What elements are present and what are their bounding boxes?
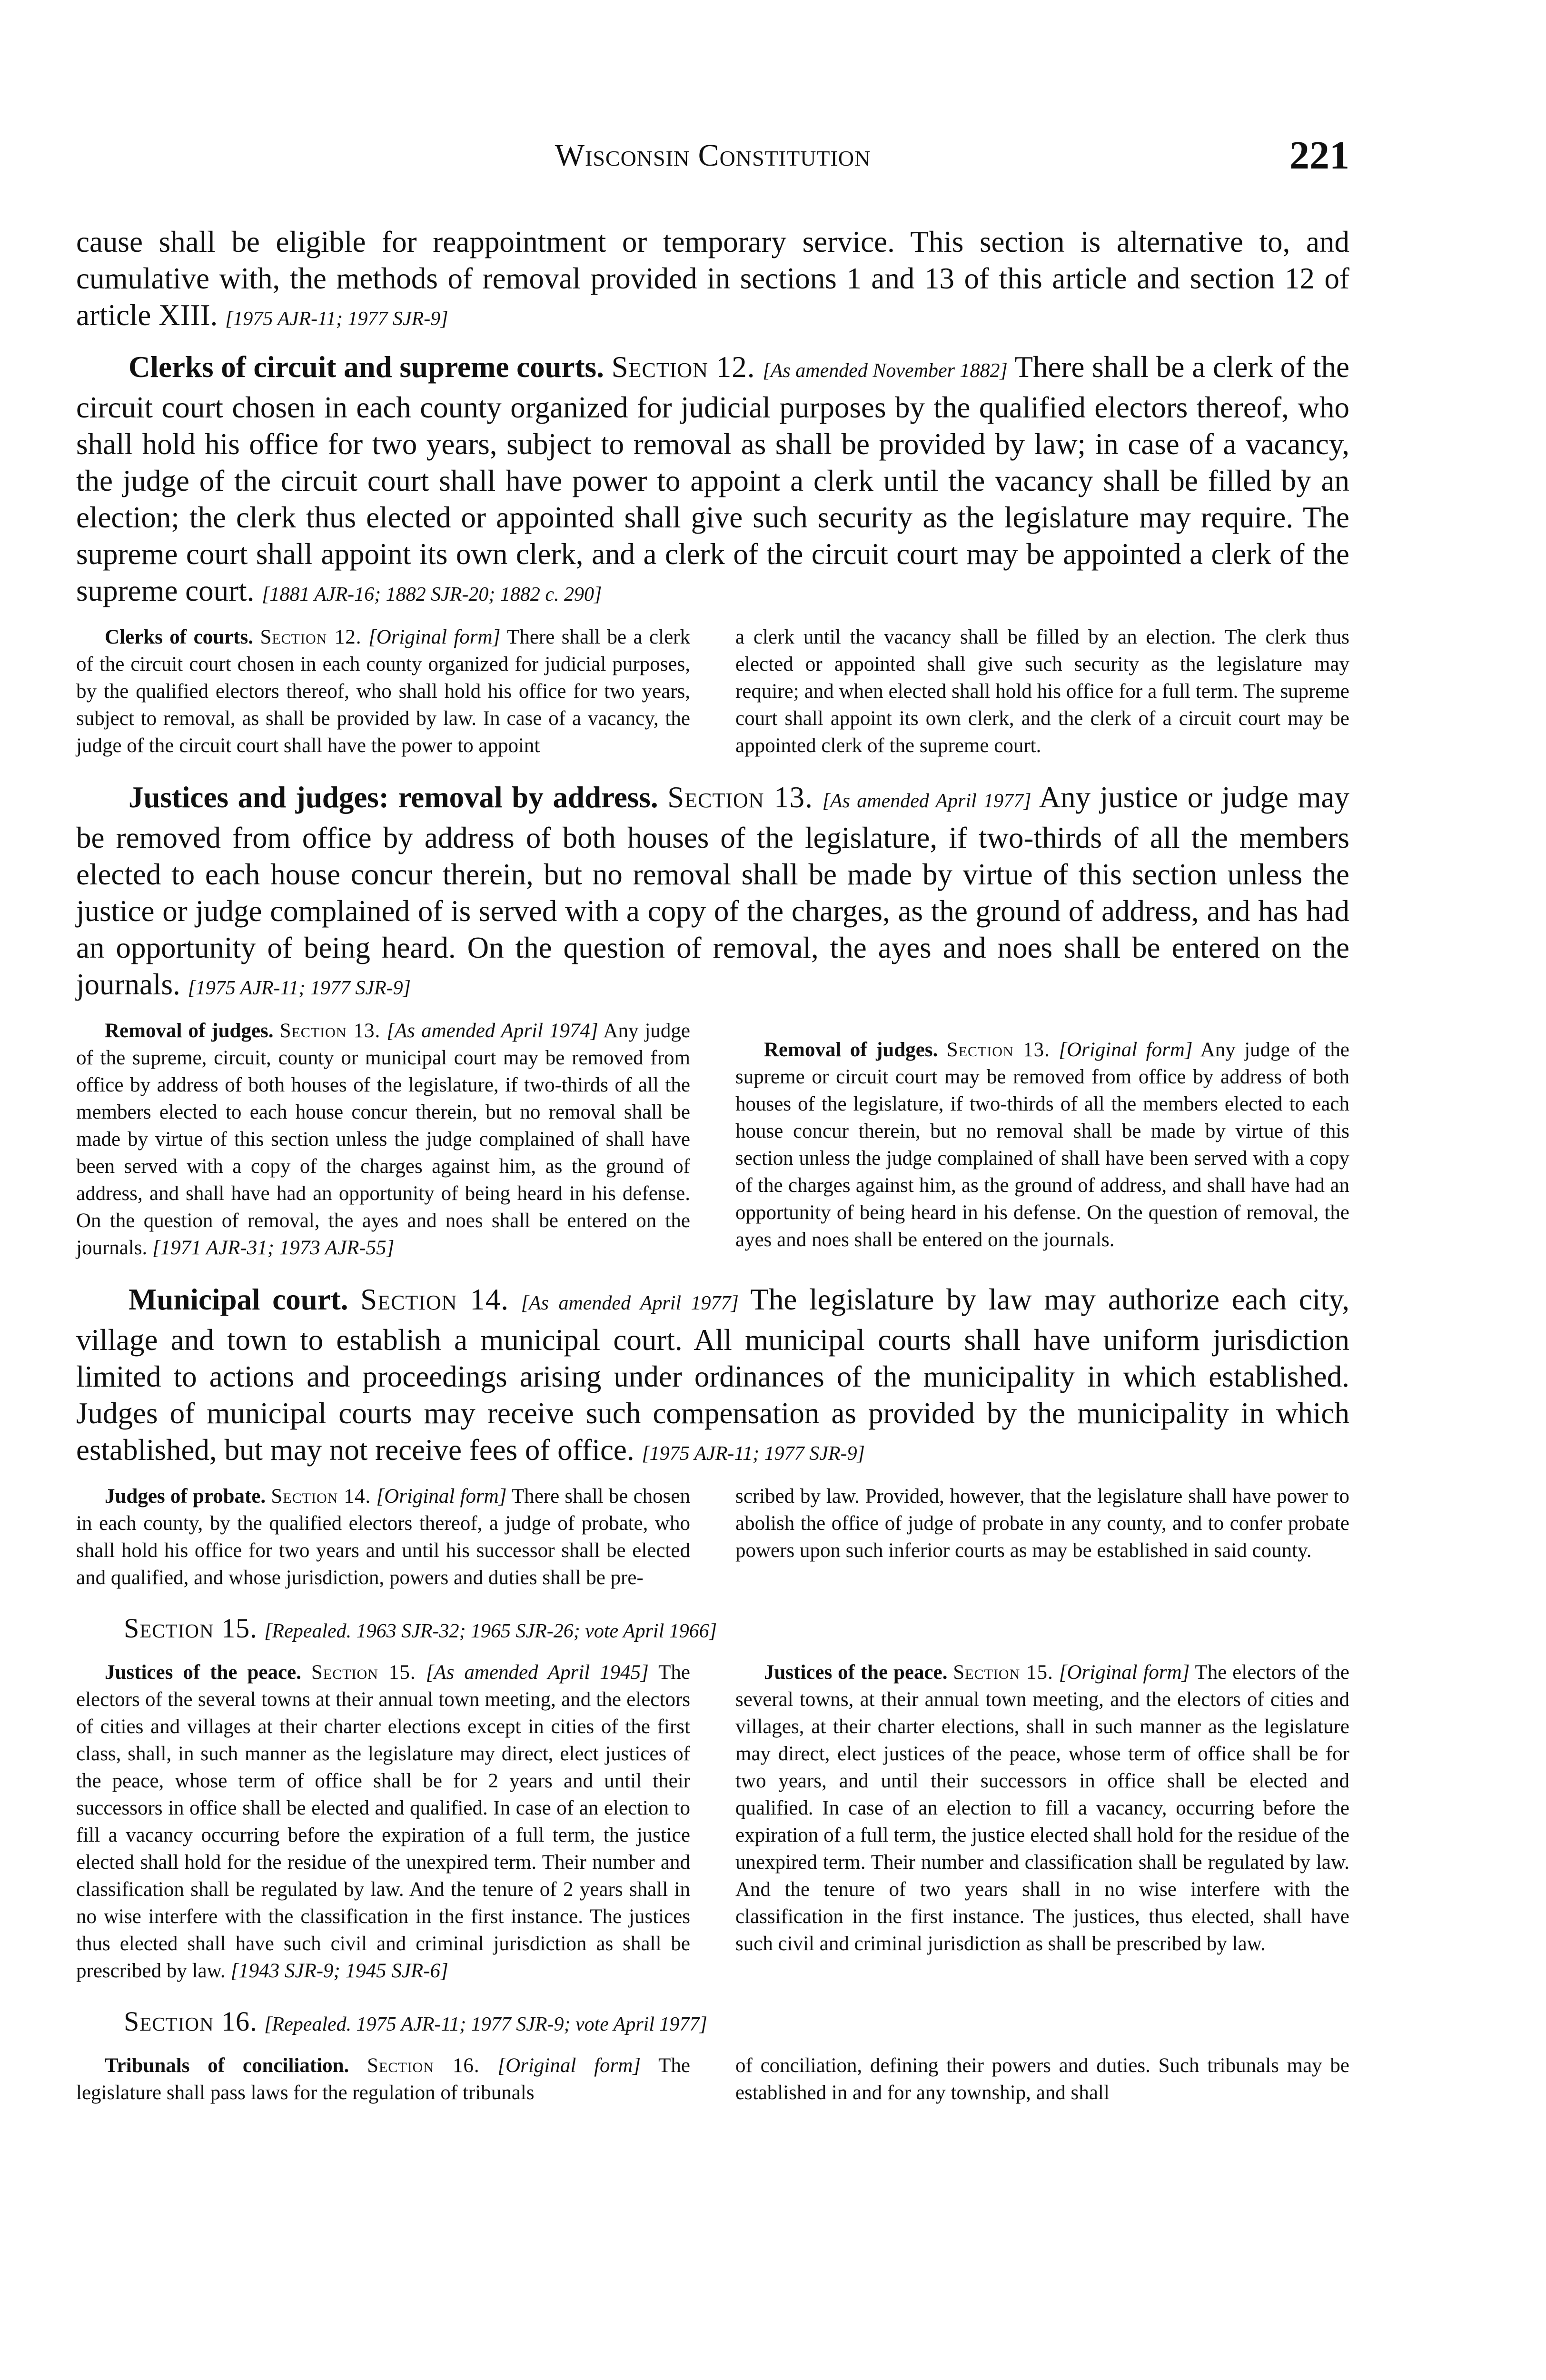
section-13-label: Section 13. [667,781,813,814]
section-12-original-left [76,624,690,759]
section-14-note: [As amended April 1977] [521,1292,739,1314]
section-16-original-right-text: of conciliation, defining their powers and duties. Such tribunals may be established in and for any township, and shall [735,2054,1349,2104]
section-16-original-label: Section 16. [367,2054,480,2077]
section-13-original-text: Any judge of the supreme or circuit court may be removed from office by address of both houses of the legislature, if two-thirds of all the members elected to each house concur therein, but no removal shall be made by virtue of this section unless the judge complained of shall have been served with a copy of the charges against him, as the ground of address, and shall have had an opportunity of being heard in his defense. On the question of removal, the ayes and noes shall be entered on the journals. [735,1039,1349,1251]
section-14-original-left-text: There shall be chosen in each county, by the qualified electors thereof, a judge of probate, who shall hold his office for two years and until his successor shall be elected and qualified, and whose jurisdiction, powers and duties shall be pre- [76,1485,690,1589]
section-12-original-left-text: There shall be a clerk of the circuit court chosen in each county organized for judicial purposes, by the qualified electors thereof, who shall hold his office for two years, subject to removal, as shall be provided by law. In case of a vacancy, the judge of the circuit court shall have the power to appoint [76,626,690,757]
section-14-original-columns [76,1483,1349,1591]
section-12-heading: Clerks of circuit and supreme courts. [129,350,604,384]
section-16-original-left-text: The legislature shall pass laws for the regulation of tribunals [76,2054,690,2104]
section-15-1945-heading: Justices of the peace. [105,1661,301,1684]
section-16-original-left [76,2052,690,2106]
section-14-original-note: [Original form] [376,1485,507,1507]
section-14-original-heading: Judges of probate. [105,1485,266,1507]
section-16-label: Section 16. [124,2006,258,2037]
section-12-paragraph [76,349,1349,613]
section-13-original-heading: Removal of judges. [764,1039,938,1061]
section-13-citation: [1975 AJR-11; 1977 SJR-9] [188,977,411,999]
section-12-original-right-text: a clerk until the vacancy shall be filled by an election. The clerk thus elected or appointed shall give such security as the legislature may require; and when elected shall hold his office for a full term. The supreme court shall appoint its own clerk, and the clerk of a circuit court may be appointed clerk of the supreme court. [735,626,1349,757]
section-15-repealed [124,1611,1349,1648]
section-12-original-columns [76,624,1349,759]
section-13-prior-columns [76,1017,1349,1261]
section-15-1945-text: The electors of the several towns at their annual town meeting, and the electors of cities and villages at their charter elections except in cities of the first class, shall, in such manner as the legislature may direct, elect justices of the peace, whose term of office shall be for 2 years and until their successors in office shall be elected and qualified. In case of an election to fill a vacancy occurring before the expiration of a full term, the justice elected shall hold for the residue of the unexpired term. Their number and classification shall be regulated by law. And the tenure of 2 years shall in no wise interfere with the classification in the first instance. The justices thus elected shall have such civil and criminal jurisdiction as shall be prescribed by law. [76,1661,691,1982]
section-15-note: [Repealed. 1963 SJR-32; 1965 SJR-26; vote April 1966] [264,1620,717,1642]
section-12-original-note: [Original form] [368,626,501,648]
section-14-original-left [76,1483,690,1591]
section-12-original-right [735,624,1349,759]
section-12-original-label: Section 12. [260,626,362,648]
continued-paragraph [76,224,1349,337]
section-12-original-heading: Clerks of courts. [105,626,253,648]
section-13-1974-label: Section 13. [279,1020,381,1042]
section-14-text: The legislature by law may authorize each city, village and town to establish a municipal court. All municipal courts shall have uniform jurisdiction limited to actions and proceedings arising under ordinances of the municipality in which established. Judges of municipal courts may receive such compensation as provided by the municipality in which established, but may not receive fees of office. [76,1283,1349,1467]
page-body [76,224,1349,2106]
section-14-citation: [1975 AJR-11; 1977 SJR-9] [642,1443,865,1465]
section-15-original-note: [Original form] [1059,1661,1190,1684]
section-15-label: Section 15. [124,1613,258,1644]
section-14-paragraph [76,1281,1349,1472]
section-14-original-right-text: scribed by law. Provided, however, that the legislature shall have power to abolish the office of judge of probate in any county, and to confer probate powers upon such inferior courts as may be established in said county. [735,1485,1349,1562]
continued-text: cause shall be eligible for reappointment or temporary service. This section is alternative to, and cumulative with, the methods of removal provided in sections 1 and 13 of this article and section 12 of article XIII. [76,225,1349,332]
section-15-prior-columns [76,1659,1349,1984]
section-13-1974-text: Any judge of the supreme, circuit, county or municipal court may be removed from office by address of both houses of the legislature, if two-thirds of all the members elected to each house concur therein, but no removal shall be made by virtue of this section unless the judge complained of shall have been served with a copy of the charges against him, as the ground of address, and shall have had an opportunity of being heard in his defense. On the question of removal, the ayes and noes shall be entered on the journals. [76,1020,691,1259]
section-13-original-label: Section 13. [946,1039,1050,1061]
section-16-original-columns [76,2052,1349,2106]
section-15-1945-citation: [1943 SJR-9; 1945 SJR-6] [230,1960,448,1982]
section-12-text: There shall be a clerk of the circuit court chosen in each county organized for judicial purposes by the qualified electors thereof, who shall hold his office for two years, subject to removal as shall be provided by law; in case of a vacancy, the judge of the circuit court shall have power to appoint a clerk until the vacancy shall be filled by an election; the clerk thus elected or appointed shall give such security as the legislature may require. The supreme court shall appoint its own clerk, and a clerk of the circuit court may be appointed a clerk of the supreme court. [76,350,1350,607]
section-15-1945-note: [As amended April 1945] [426,1661,649,1684]
section-16-note: [Repealed. 1975 AJR-11; 1977 SJR-9; vote April 1977] [264,2013,707,2035]
section-15-original [735,1659,1349,1984]
section-13-paragraph [76,779,1349,1007]
section-14-original-right [735,1483,1349,1591]
section-15-1945-label: Section 15. [311,1661,416,1684]
section-16-original-heading: Tribunals of conciliation. [105,2054,349,2077]
section-14-heading: Municipal court. [129,1283,348,1316]
section-13-note: [As amended April 1977] [822,790,1031,812]
section-15-original-heading: Justices of the peace. [764,1661,948,1684]
page-number: 221 [1289,133,1349,178]
section-13-original-note: [Original form] [1059,1039,1193,1061]
section-12-citation: [1881 AJR-16; 1882 SJR-20; 1882 c. 290] [262,584,602,605]
section-13-1974-heading: Removal of judges. [105,1020,274,1042]
section-16-repealed [124,2004,1349,2042]
section-12-note: [As amended November 1882] [763,360,1008,382]
running-title: Wisconsin Constitution [555,138,871,173]
section-16-original-right [735,2052,1349,2106]
section-13-1974-citation: [1971 AJR-31; 1973 AJR-55] [152,1237,395,1259]
section-13-amended-1974 [76,1017,690,1261]
section-15-original-text: The electors of the several towns, at their annual town meeting, and the electors of cities and villages, at their charter elections, shall in such manner as the legislature may direct, elect justices of the peace, whose term of office shall be for two years, and until their successors in office shall be elected and qualified. In case of an election to fill a vacancy, occurring before the expiration of a full term, the justice elected shall hold for the residue of the unexpired term. Their number and classification shall be regulated by law. And the tenure of two years shall in no wise interfere with the classification in the first instance. The justices, thus elected, shall have such civil and criminal jurisdiction as shall be prescribed by law. [735,1661,1350,1955]
page-header [76,129,1349,182]
section-15-amended-1945 [76,1659,690,1984]
section-15-original-label: Section 15. [953,1661,1053,1684]
section-14-original-label: Section 14. [271,1485,371,1507]
section-14-label: Section 14. [360,1283,509,1316]
section-13-original [735,1017,1349,1261]
section-13-text: Any justice or judge may be removed from office by address of both houses of the legislature, if two-thirds of all the members elected to each house concur therein, but no removal shall be made by virtue of this section unless the justice or judge complained of is served with a copy of the charges, as the ground of address, and has had an opportunity of being heard. On the question of removal, the ayes and noes shall be entered on the journals. [76,781,1350,1001]
section-16-original-note: [Original form] [497,2054,641,2077]
section-12-label: Section 12. [611,350,755,384]
continued-citation: [1975 AJR-11; 1977 SJR-9] [225,308,448,330]
section-13-heading: Justices and judges: removal by address. [129,781,658,814]
section-13-1974-note: [As amended April 1974] [386,1020,598,1042]
